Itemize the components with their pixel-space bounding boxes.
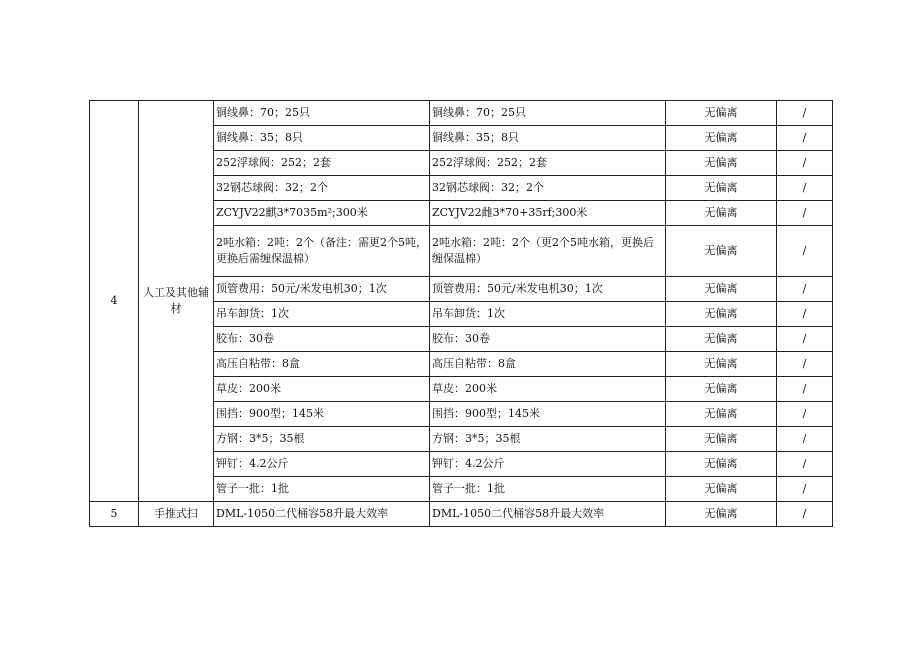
deviation-cell: 无偏离 — [666, 101, 777, 126]
deviation-cell: 无偏离 — [666, 327, 777, 352]
deviation-cell: 无偏离 — [666, 226, 777, 277]
deviation-cell: 无偏离 — [666, 151, 777, 176]
deviation-cell: 无偏离 — [666, 126, 777, 151]
response-cell: 草皮：200米 — [430, 377, 666, 402]
deviation-cell: 无偏离 — [666, 477, 777, 502]
remark-cell: / — [777, 402, 833, 427]
requirement-cell: 32钢芯球阀：32；2个 — [214, 176, 430, 201]
response-cell: 高压自粘带：8盒 — [430, 352, 666, 377]
response-cell: 顶管费用：50元/米发电机30；1次 — [430, 277, 666, 302]
response-cell: 2吨水箱：2吨：2个（更2个5吨水箱，更换后缠保温棉） — [430, 226, 666, 277]
requirement-cell: 2吨水箱：2吨：2个（备注：需更2个5吨，更换后需缠保温棉） — [214, 226, 430, 277]
remark-cell: / — [777, 377, 833, 402]
requirement-cell: 铜线鼻：35；8只 — [214, 126, 430, 151]
deviation-cell: 无偏离 — [666, 502, 777, 527]
requirement-cell: DML-1050二代桶容58升最大效率 — [214, 502, 430, 527]
remark-cell: / — [777, 477, 833, 502]
response-cell: 铜线鼻：70；25只 — [430, 101, 666, 126]
response-cell: 管子一批：1批 — [430, 477, 666, 502]
requirement-cell: 胶布：30卷 — [214, 327, 430, 352]
remark-cell: / — [777, 101, 833, 126]
item-name: 手推式扫 — [139, 502, 214, 527]
response-cell: 32钢芯球阀：32；2个 — [430, 176, 666, 201]
deviation-cell: 无偏离 — [666, 352, 777, 377]
deviation-cell: 无偏离 — [666, 427, 777, 452]
requirement-cell: 顶管费用：50元/米发电机30；1次 — [214, 277, 430, 302]
remark-cell: / — [777, 327, 833, 352]
response-cell: 胶布：30卷 — [430, 327, 666, 352]
deviation-cell: 无偏离 — [666, 402, 777, 427]
response-cell: 铜线鼻：35；8只 — [430, 126, 666, 151]
deviation-cell: 无偏离 — [666, 201, 777, 226]
deviation-cell: 无偏离 — [666, 452, 777, 477]
table-row — [90, 502, 833, 527]
deviation-cell: 无偏离 — [666, 377, 777, 402]
requirement-cell: 管子一批：1批 — [214, 477, 430, 502]
deviation-cell: 无偏离 — [666, 277, 777, 302]
response-cell: 252浮球阀：252；2套 — [430, 151, 666, 176]
response-cell: 围挡：900型；145米 — [430, 402, 666, 427]
item-number: 5 — [90, 502, 139, 527]
remark-cell: / — [777, 502, 833, 527]
remark-cell: / — [777, 226, 833, 277]
response-cell: 吊车卸货：1次 — [430, 302, 666, 327]
deviation-cell: 无偏离 — [666, 176, 777, 201]
table-row — [90, 101, 833, 126]
remark-cell: / — [777, 427, 833, 452]
requirement-cell: 围挡：900型；145米 — [214, 402, 430, 427]
requirement-cell: 高压自粘带：8盒 — [214, 352, 430, 377]
remark-cell: / — [777, 277, 833, 302]
remark-cell: / — [777, 452, 833, 477]
remark-cell: / — [777, 126, 833, 151]
requirement-cell: 方钢：3*5；35根 — [214, 427, 430, 452]
deviation-cell: 无偏离 — [666, 302, 777, 327]
remark-cell: / — [777, 151, 833, 176]
requirement-cell: 252浮球阀：252；2套 — [214, 151, 430, 176]
remark-cell: / — [777, 352, 833, 377]
response-cell: DML-1050二代桶容58升最大效率 — [430, 502, 666, 527]
remark-cell: / — [777, 201, 833, 226]
requirement-cell: ZCYJV22麒3*7035m²;300米 — [214, 201, 430, 226]
requirement-cell: 铜线鼻：70；25只 — [214, 101, 430, 126]
requirement-cell: 吊车卸货：1次 — [214, 302, 430, 327]
response-cell: 方钢：3*5；35根 — [430, 427, 666, 452]
item-name: 人工及其他辅材 — [139, 101, 214, 502]
item-number: 4 — [90, 101, 139, 502]
spec-deviation-table — [89, 100, 833, 527]
remark-cell: / — [777, 302, 833, 327]
response-cell: 钾钉：4.2公斤 — [430, 452, 666, 477]
remark-cell: / — [777, 176, 833, 201]
requirement-cell: 钾钉：4.2公斤 — [214, 452, 430, 477]
response-cell: ZCYJV22雌3*70+35rf;300米 — [430, 201, 666, 226]
requirement-cell: 草皮：200米 — [214, 377, 430, 402]
